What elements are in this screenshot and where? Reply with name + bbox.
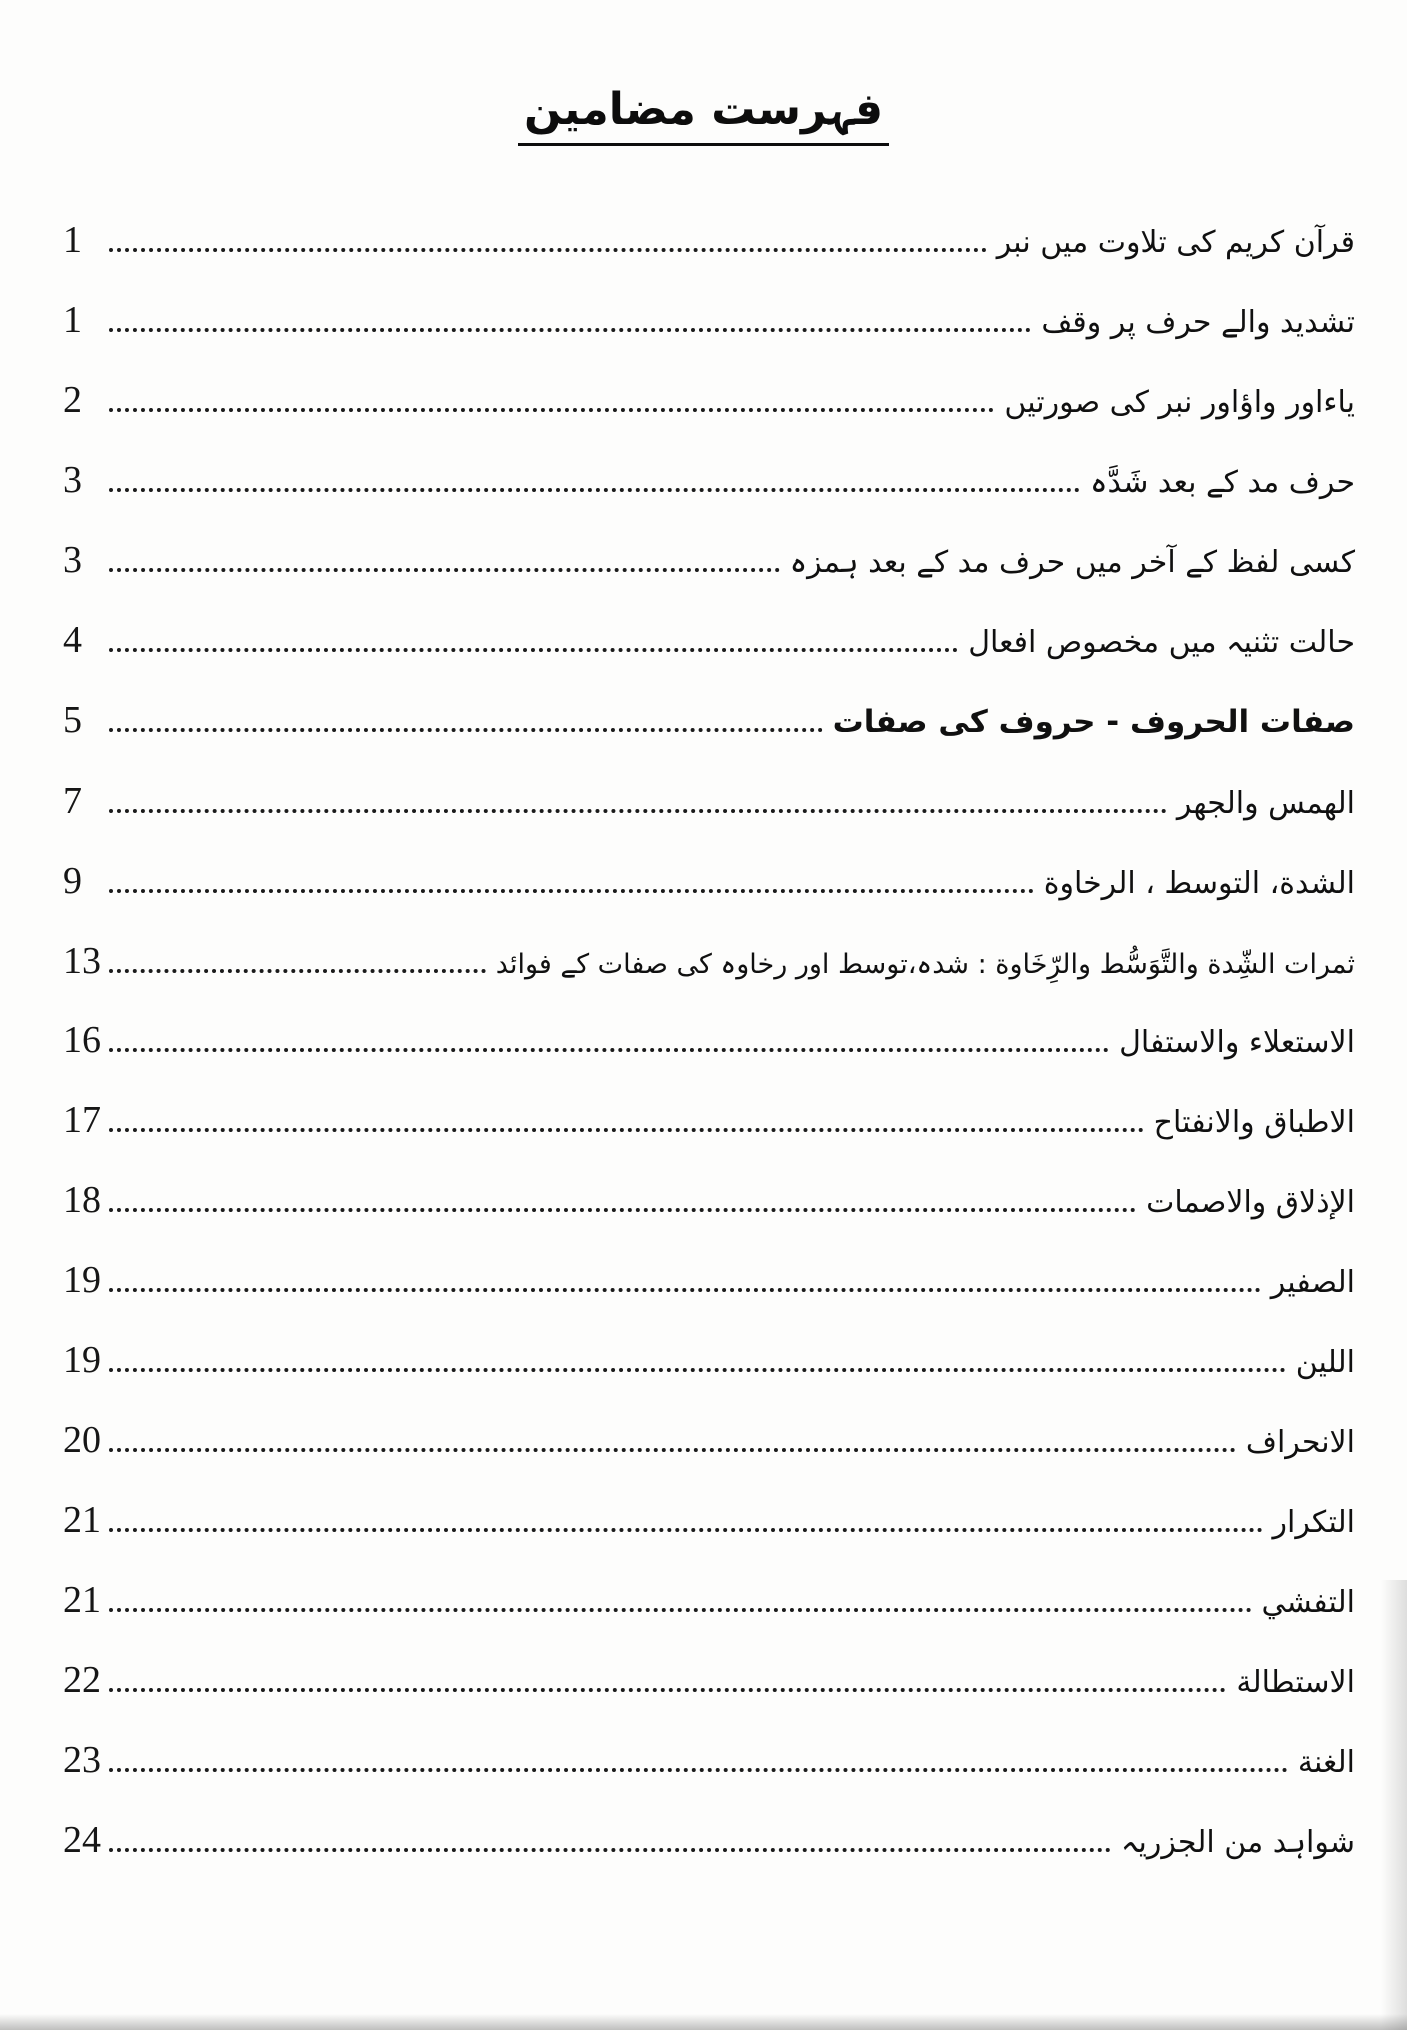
toc-entry xyxy=(63,1338,1355,1385)
toc-leader-dots xyxy=(109,809,1167,813)
toc-entry xyxy=(63,618,1355,665)
toc-leader-dots xyxy=(109,568,780,572)
toc-entry-title: شواہد من الجزریہ xyxy=(1120,1825,1355,1860)
toc-leader-dots xyxy=(109,1688,1226,1692)
toc-entry xyxy=(63,779,1355,826)
toc-entry xyxy=(63,1098,1355,1145)
toc-entry-title: الغنة xyxy=(1297,1745,1355,1780)
toc-entry-title: اللين xyxy=(1295,1345,1355,1380)
toc-entry-title: حرف مد کے بعد شَدَّہ xyxy=(1089,465,1355,500)
toc-entry-page-number: 1 xyxy=(63,219,82,261)
toc-entry xyxy=(63,1018,1355,1065)
toc-leader-dots xyxy=(109,1848,1111,1852)
toc-entry-page-number: 21 xyxy=(63,1499,101,1541)
toc-leader-dots xyxy=(109,1608,1252,1612)
toc-entry xyxy=(63,218,1355,265)
toc-entry-page-number: 16 xyxy=(63,1019,101,1061)
toc-leader-dots xyxy=(109,1768,1288,1772)
toc-entry-page-number: 19 xyxy=(63,1339,101,1381)
toc-entry-title: قرآن کریم کی تلاوت میں نبر xyxy=(996,225,1355,260)
toc-entry xyxy=(63,1738,1355,1785)
toc-entry xyxy=(63,1258,1355,1305)
toc-list xyxy=(63,218,1355,1865)
toc-entry-title: کسی لفظ کے آخر میں حرف مد کے بعد ہمزہ xyxy=(789,545,1355,580)
toc-leader-dots xyxy=(109,889,1034,893)
toc-leader-dots xyxy=(109,1208,1136,1212)
toc-leader-dots xyxy=(109,488,1080,492)
toc-entry-page-number: 18 xyxy=(63,1179,101,1221)
toc-entry-page-number: 5 xyxy=(63,699,82,741)
toc-entry-title: الهمس والجهر xyxy=(1176,785,1355,821)
toc-entry-page-number: 2 xyxy=(63,379,82,421)
toc-leader-dots xyxy=(109,648,958,652)
toc-entry-title: الإذلاق والاصمات xyxy=(1146,1185,1355,1220)
toc-leader-dots xyxy=(109,1128,1144,1132)
toc-entry xyxy=(63,1818,1355,1865)
toc-entry-title: الصفير xyxy=(1270,1265,1355,1300)
toc-entry-title: الاطباق والانفتاح xyxy=(1153,1105,1355,1140)
page-title: فہرست مضامین xyxy=(518,84,889,146)
toc-entry xyxy=(63,1418,1355,1465)
toc-leader-dots xyxy=(109,408,994,412)
toc-leader-dots xyxy=(109,1048,1109,1052)
toc-entry-page-number: 13 xyxy=(63,939,101,982)
toc-entry-page-number: 19 xyxy=(63,1259,101,1301)
toc-entry xyxy=(63,1578,1355,1625)
toc-leader-dots xyxy=(109,1528,1263,1532)
toc-entry-page-number: 9 xyxy=(63,859,82,902)
toc-entry-title: ثمرات الشِّدة والتَّوَسُّط والرِّخَاوة : شدہ،توسط اور رخاوہ کی صفات کے فوائد xyxy=(495,948,1355,980)
toc-entry-title: صفات الحروف - حروف کی صفات xyxy=(832,704,1355,740)
toc-entry-title: الشدة، التوسط ، الرخاوة xyxy=(1043,865,1355,901)
toc-entry-page-number: 1 xyxy=(63,299,82,341)
toc-entry xyxy=(63,378,1355,425)
toc-entry-page-number: 24 xyxy=(63,1819,101,1861)
toc-leader-dots xyxy=(109,728,823,732)
title-section xyxy=(0,0,1407,146)
toc-leader-dots xyxy=(109,1368,1286,1372)
toc-leader-dots xyxy=(109,328,1031,332)
toc-entry xyxy=(63,939,1355,986)
toc-entry-page-number: 22 xyxy=(63,1659,101,1701)
toc-entry xyxy=(63,298,1355,345)
toc-leader-dots xyxy=(109,969,486,973)
toc-entry xyxy=(63,698,1355,746)
toc-entry-title: الاستطالة xyxy=(1236,1665,1355,1700)
toc-entry-title: تشدید والے حرف پر وقف xyxy=(1041,305,1355,340)
toc-entry-page-number: 3 xyxy=(63,459,82,501)
toc-entry xyxy=(63,538,1355,585)
toc-entry-page-number: 23 xyxy=(63,1739,101,1781)
toc-entry-title: الانحراف xyxy=(1245,1425,1355,1460)
toc-entry-page-number: 7 xyxy=(63,779,82,822)
toc-leader-dots xyxy=(109,1448,1236,1452)
toc-entry xyxy=(63,859,1355,906)
toc-entry-title: یاءاور واؤاور نبر کی صورتیں xyxy=(1004,385,1355,420)
toc-entry-title: التفشي xyxy=(1261,1585,1355,1620)
toc-entry-title: الاستعلاء والاستفال xyxy=(1119,1025,1355,1060)
toc-leader-dots xyxy=(109,248,987,252)
toc-entry-title: حالت تثنیہ میں مخصوص افعال xyxy=(968,625,1355,660)
toc-leader-dots xyxy=(109,1288,1261,1292)
toc-entry-page-number: 4 xyxy=(63,619,82,661)
toc-entry xyxy=(63,1498,1355,1545)
toc-entry-page-number: 21 xyxy=(63,1579,101,1621)
toc-entry xyxy=(63,458,1355,505)
toc-entry-page-number: 3 xyxy=(63,539,82,581)
scan-edge-shadow xyxy=(1381,1580,1407,2030)
toc-entry xyxy=(63,1658,1355,1705)
toc-entry xyxy=(63,1178,1355,1225)
toc-entry-title: التكرار xyxy=(1272,1505,1355,1540)
toc-entry-page-number: 17 xyxy=(63,1099,101,1141)
toc-entry-page-number: 20 xyxy=(63,1419,101,1461)
